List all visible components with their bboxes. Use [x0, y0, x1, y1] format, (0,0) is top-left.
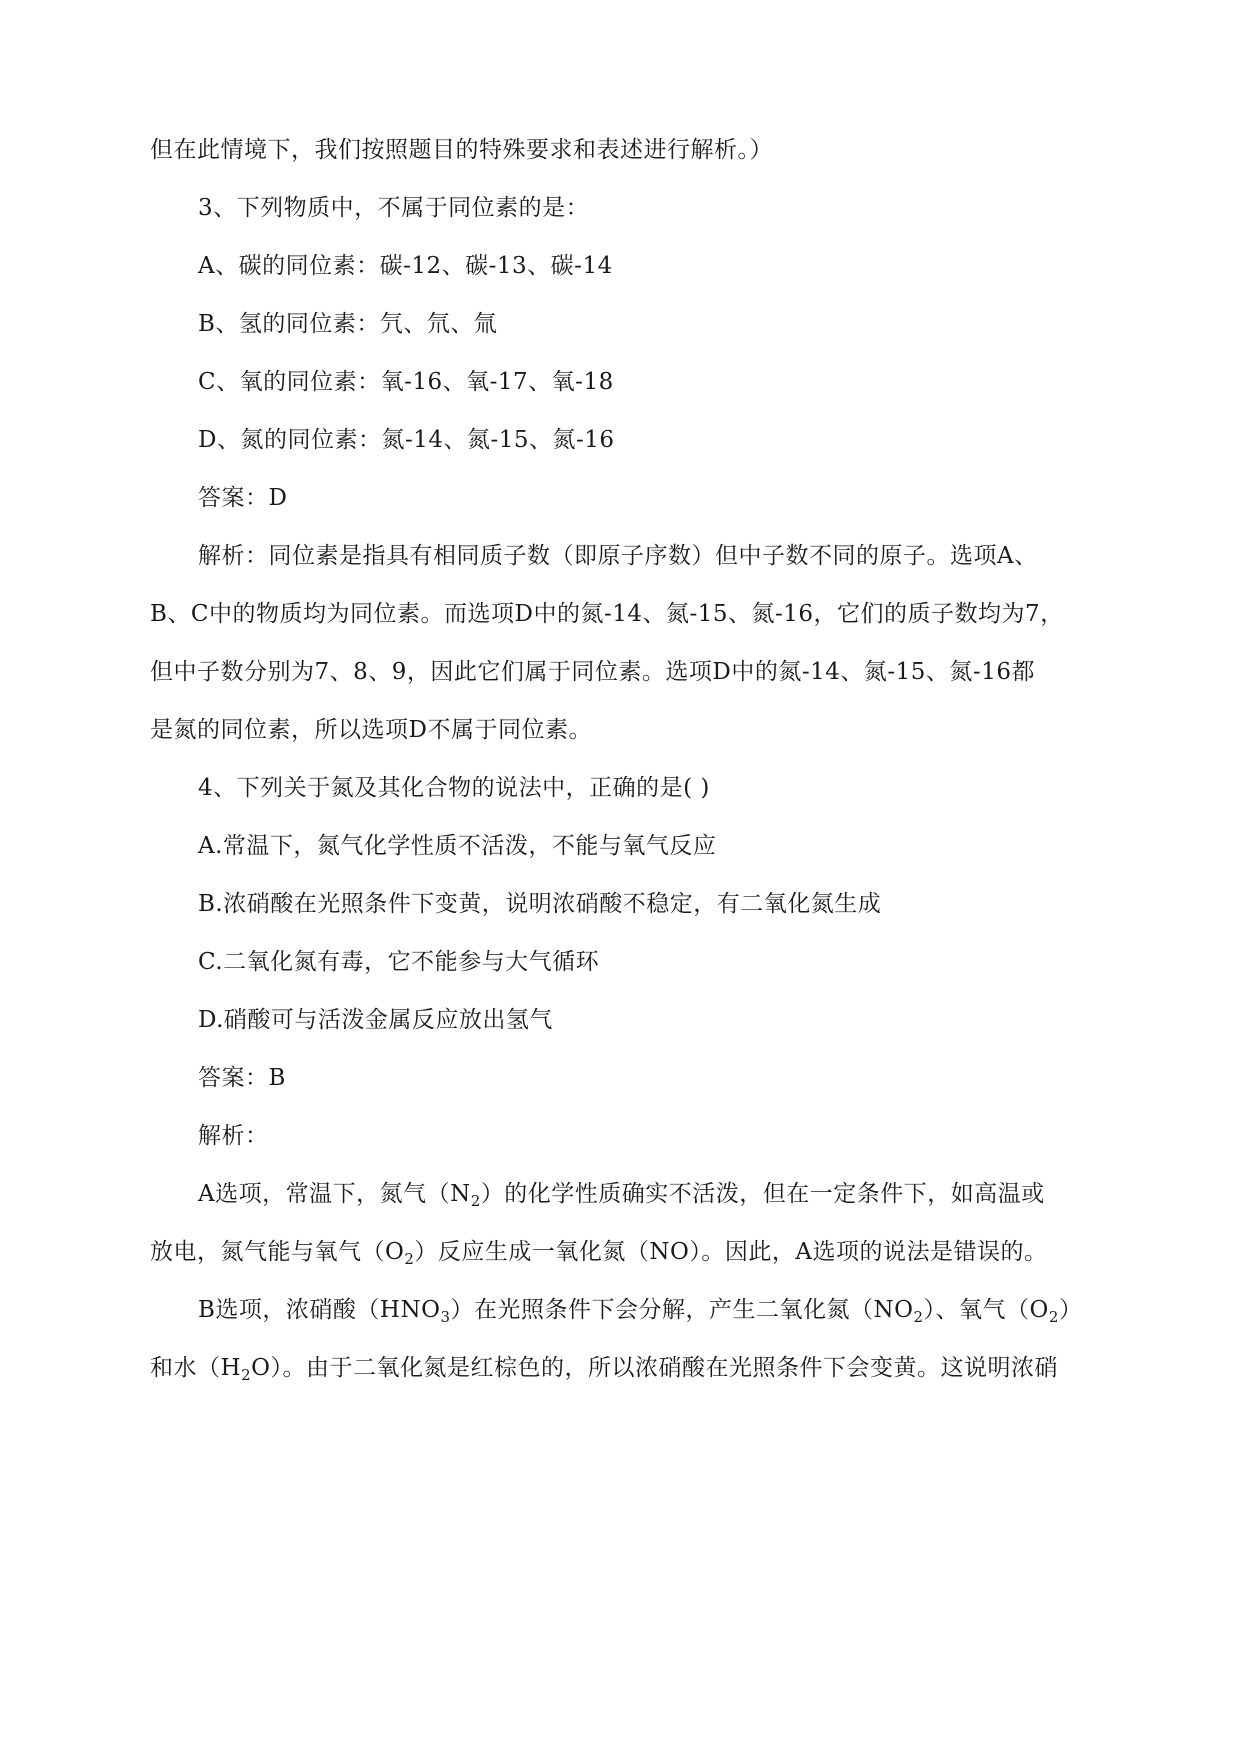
explanation-4-line: 和水$(H_2O)$。由于二氧化氮是红棕色的，所以浓硝酸在光照条件下会变黄。这说明浓硝: [150, 1355, 1058, 1384]
answer-4: 答案：B: [198, 1065, 286, 1091]
explanation-4-line: 放电，氮气能与氧气$(O_2)$反应生成一氧化氮（NO）。因此，A选项的说法是错误的。: [150, 1239, 1048, 1268]
option-b: B、氢的同位素：氕、氘、氚: [198, 311, 498, 337]
option-a: A.常温下，氮气化学性质不活泼，不能与氧气反应: [198, 833, 717, 859]
explanation-3-line: B、C中的物质均为同位素。而选项D中的氮-14、氮-15、氮-16，它们的质子数均为7，: [150, 601, 1064, 627]
explanation-3-line: 是氮的同位素，所以选项D不属于同位素。: [150, 717, 592, 743]
explanation-4-label: 解析：: [198, 1123, 269, 1149]
explanation-4-line: B选项，浓硝酸$(HNO_3)$在光照条件下会分解，产生二氧化氮$(NO_2)$、氧气$(O_2)$: [198, 1297, 1083, 1326]
question-3-title: 3、下列物质中，不属于同位素的是：: [198, 195, 590, 221]
option-a: A、碳的同位素：碳-12、碳-13、碳-14: [198, 253, 613, 279]
option-d: D.硝酸可与活泼金属反应放出氢气: [198, 1007, 553, 1033]
option-d: D、氮的同位素：氮-14、氮-15、氮-16: [198, 427, 615, 453]
explanation-4-line: A选项，常温下，氮气$(N_2)$的化学性质确实不活泼，但在一定条件下，如高温或: [198, 1181, 1045, 1210]
paragraph-line: 但在此情境下，我们按照题目的特殊要求和表述进行解析。）: [150, 137, 773, 163]
answer-3: 答案：D: [198, 485, 288, 511]
explanation-3-line: 但中子数分别为7、8、9，因此它们属于同位素。选项D中的氮-14、氮-15、氮-16都: [150, 659, 1035, 685]
question-4-title: 4、下列关于氮及其化合物的说法中，正确的是( ): [198, 775, 710, 801]
option-c: C、氧的同位素：氧-16、氧-17、氧-18: [198, 369, 614, 395]
explanation-3-line: 解析：同位素是指具有相同质子数（即原子序数）但中子数不同的原子。选项A、: [198, 543, 1038, 569]
option-b: B.浓硝酸在光照条件下变黄，说明浓硝酸不稳定，有二氧化氮生成: [198, 891, 882, 917]
option-c: C.二氧化氮有毒，它不能参与大气循环: [198, 949, 600, 975]
